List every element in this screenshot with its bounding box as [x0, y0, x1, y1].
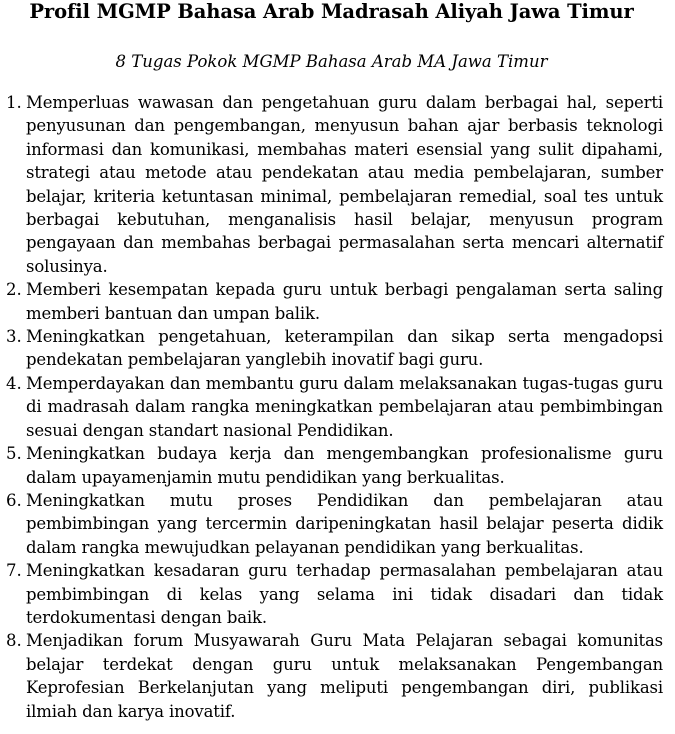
- list-item-number: 7.: [6, 561, 22, 581]
- list-item-text: Meningkatkan budaya kerja dan mengembangkan profesionalisme guru dalam upayamenjamin mutu pendidikan yang berkualitas.: [26, 444, 663, 487]
- document-subtitle: 8 Tugas Pokok MGMP Bahasa Arab MA Jawa Timur: [115, 52, 548, 71]
- list-item-number: 6.: [6, 490, 22, 510]
- list-item: [0, 442, 663, 489]
- list-item: [0, 325, 663, 372]
- list-item-number: 3.: [6, 327, 22, 347]
- list-item-text: Meningkatkan pengetahuan, keterampilan dan sikap serta mengadopsi pendekatan pembelajaran yanglebih inovatif bagi guru.: [26, 327, 663, 370]
- list-item-number: 2.: [6, 280, 22, 300]
- list-item-number: 4.: [6, 373, 22, 393]
- list-item-number: 1.: [6, 93, 22, 112]
- list-item-text: Meningkatkan mutu proses Pendidikan dan pembelajaran atau pembimbingan yang tercermin daripeningkatan hasil belajar peserta didik dalam rangka mewujudkan pelayanan pendidikan yang berkualitas.: [26, 490, 663, 557]
- list-item-text: Memperluas wawasan dan pengetahuan guru dalam berbagai hal, seperti penyusunan dan pengembangan, menyusun bahan ajar berbasis teknologi informasi dan komunikasi, membahas materi esensial yang sulit dipahami, strategi atau metode atau pendekatan atau media pembelajaran, sumber belajar, kriteria ketuntasan minimal, pembelajaran remedial, soal tes untuk berbagai kebutuhan, menganalisis hasil belajar, menyusun program pengayaan dan membahas berbagai permasalahan serta mencari alternatif solusinya.: [26, 93, 663, 276]
- list-item-number: 8.: [6, 631, 22, 651]
- list-item: [0, 489, 663, 559]
- list-item-text: Memberi kesempatan kepada guru untuk berbagi pengalaman serta saling memberi bantuan dan umpan balik.: [26, 280, 663, 323]
- list-item: [0, 91, 663, 278]
- list-item: [0, 278, 663, 325]
- list-item-text: Meningkatkan kesadaran guru terhadap permasalahan pembelajaran atau pembimbingan di kelas yang selama ini tidak disadari dan tidak terdokumentasi dengan baik.: [26, 561, 663, 627]
- task-list: [0, 91, 663, 723]
- list-item: [0, 372, 663, 442]
- list-item-text: Menjadikan forum Musyawarah Guru Mata Pelajaran sebagai komunitas belajar terdekat dengan guru untuk melaksanakan Pengembangan Keprofesian Berkelanjutan yang meliputi pengembangan diri, publikasi ilmiah dan karya inovatif.: [26, 631, 663, 721]
- list-item-text: Memperdayakan dan membantu guru dalam melaksanakan tugas-tugas guru di madrasah dalam rangka meningkatkan pembelajaran atau pembimbingan sesuai dengan standart nasional Pendidikan.: [26, 373, 663, 440]
- list-item: [0, 559, 663, 629]
- document-title: Profil MGMP Bahasa Arab Madrasah Aliyah Jawa Timur: [29, 0, 634, 23]
- list-item-number: 5.: [6, 444, 22, 464]
- list-item: [0, 629, 663, 723]
